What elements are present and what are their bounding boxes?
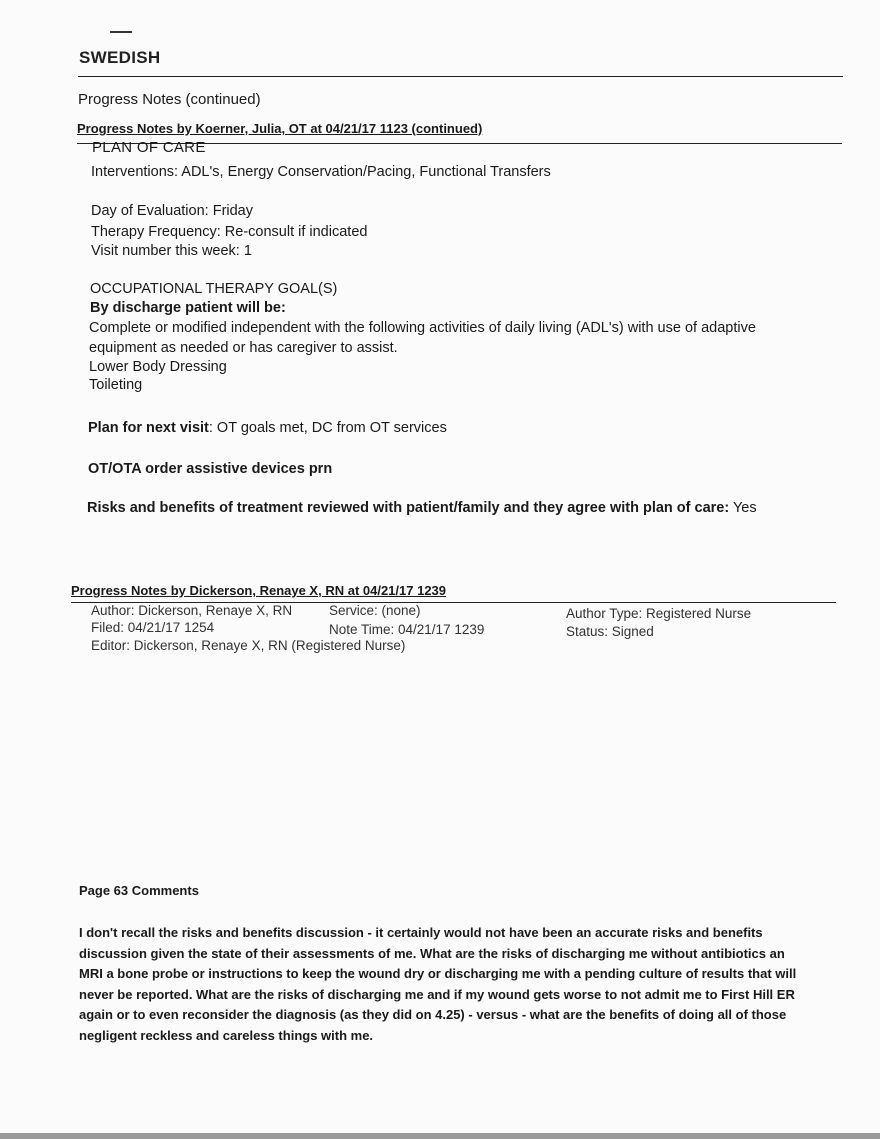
visit-number: Visit number this week: 1: [91, 243, 252, 259]
plan-next-label: Plan for next visit: [88, 420, 209, 436]
swedish-logo: SWEDISH: [79, 48, 161, 67]
note-service: Service: (none): [329, 603, 421, 618]
plan-next-value: : OT goals met, DC from OT services: [208, 420, 447, 436]
interventions-value: : ADL's, Energy Conservation/Pacing, Functional Transfers: [174, 164, 551, 180]
goals-text-line2: equipment as needed or has caregiver to assist.: [89, 340, 398, 356]
risks-value: Yes: [729, 500, 757, 516]
goals-subtitle: By discharge patient will be:: [90, 300, 286, 316]
note-author: Author: Dickerson, Renaye X, RN: [91, 603, 293, 618]
note-status: Status: Signed: [566, 624, 654, 639]
goal-item: Toileting: [89, 377, 143, 393]
comments-body: I don't recall the risks and benefits discussion - it certainly would not have been an accurate risks and benefits discussion given the state of their assessments of me. What are the risks of discharging me without antibiotics an MRI a bone probe or instructions to keep the wound dry or discharging me with a pending culture of results that will never be reported. What are the risks of discharging me and if my wound gets worse to not admit me to First Hill ER again or to even reconsider the diagnosis (as they did on 4.25) - versus - what are the benefits of doing all of those negligent reckless and careless things with me.: [79, 925, 797, 1043]
goal-item: Lower Body Dressing: [89, 359, 227, 375]
scan-bottom-edge: [0, 1133, 880, 1139]
ot-goals-title: OCCUPATIONAL THERAPY GOAL(S): [90, 281, 338, 297]
day-of-evaluation: Day of Evaluation: Friday: [91, 203, 253, 219]
note2-heading: Progress Notes by Dickerson, Renaye X, RN at 04/21/17 1239: [71, 583, 447, 598]
interventions-label: Interventions: [91, 164, 175, 180]
plan-next-visit: [88, 420, 447, 436]
note-time: Note Time: 04/21/17 1239: [329, 622, 485, 637]
note-editor: Editor: Dickerson, Renaye X, RN (Registered Nurse): [91, 638, 406, 653]
interventions-line: [91, 164, 551, 180]
page-section-title: Progress Notes (continued): [78, 91, 261, 108]
comments-title: Page 63 Comments: [79, 883, 199, 898]
note-author-type: Author Type: Registered Nurse: [566, 606, 752, 621]
risks-label: Risks and benefits of treatment reviewed with patient/family and they agree with plan of care:: [87, 500, 730, 516]
therapy-frequency: Therapy Frequency: Re-consult if indicated: [91, 224, 368, 240]
note-filed: Filed: 04/21/17 1254: [91, 620, 215, 635]
goals-text-line1: Complete or modified independent with the following activities of daily living (ADL's) with use of adaptive: [89, 320, 756, 336]
assistive-devices: OT/OTA order assistive devices prn: [88, 461, 333, 477]
header-rule: [78, 76, 843, 77]
risks-benefits-line: [87, 500, 757, 516]
plan-of-care-title: PLAN OF CARE: [92, 139, 206, 156]
note1-heading: Progress Notes by Koerner, Julia, OT at 04/21/17 1123 (continued): [77, 121, 483, 136]
top-mark: [110, 31, 132, 33]
